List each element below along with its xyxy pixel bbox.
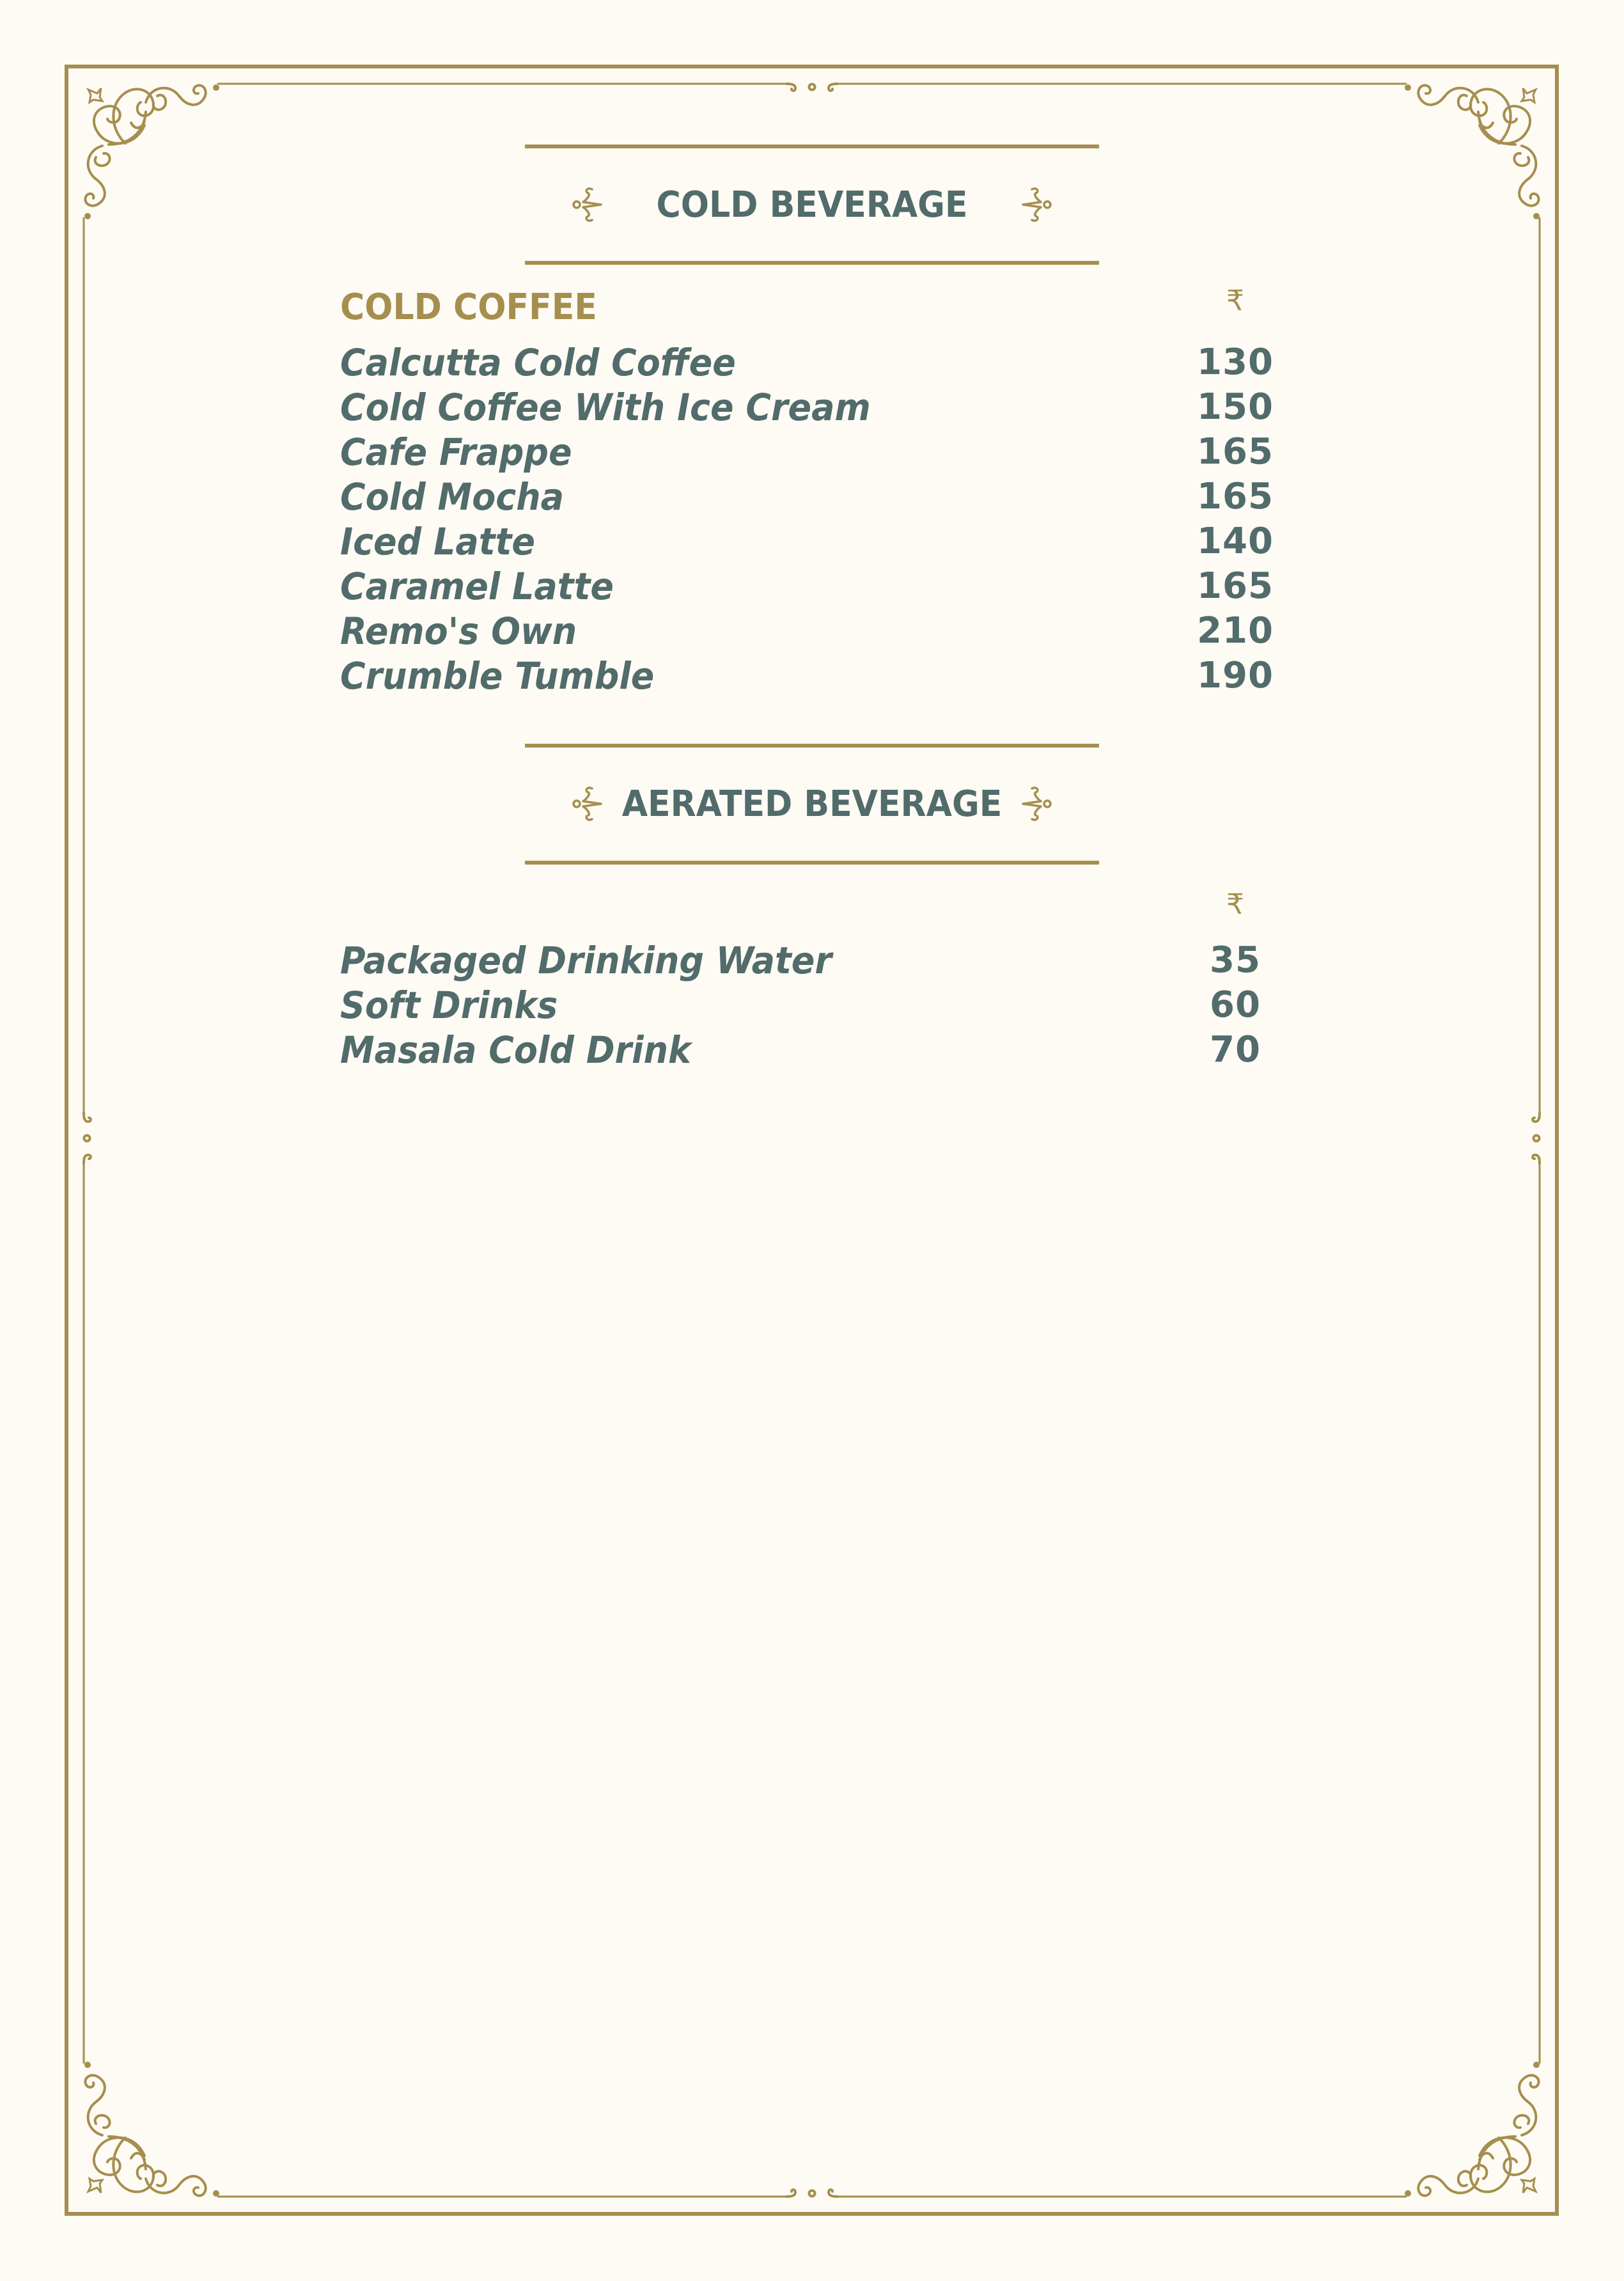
item-price: 60 (1210, 984, 1261, 1026)
item-price: 190 (1197, 655, 1274, 696)
menu-item (340, 340, 1299, 385)
rupee-currency-icon: ₹ (1226, 285, 1244, 317)
menu-item (340, 564, 1299, 609)
item-name: Cold Coffee With Ice Cream (340, 386, 871, 429)
section-title: AERATED BEVERAGE (621, 783, 1003, 825)
category-heading-cold-coffee: COLD COFFEE (340, 286, 597, 328)
item-name: Cafe Frappe (340, 430, 572, 474)
scroll-flourish-right-icon (1020, 783, 1056, 824)
item-price: 165 (1197, 476, 1274, 517)
item-price: 150 (1197, 386, 1274, 428)
item-name: Cold Mocha (340, 475, 565, 519)
item-name: Crumble Tumble (340, 654, 655, 698)
menu-item (340, 430, 1299, 474)
item-price: 130 (1197, 341, 1274, 383)
menu-item (340, 519, 1299, 564)
scroll-flourish-right-icon (1020, 184, 1056, 225)
corner-flourish-top-left (85, 85, 218, 218)
menu-item (340, 474, 1299, 519)
item-price: 140 (1197, 521, 1274, 562)
item-name: Soft Drinks (340, 984, 558, 1027)
item-name: Caramel Latte (340, 565, 614, 608)
item-price: 70 (1210, 1029, 1261, 1070)
item-price: 165 (1197, 565, 1274, 607)
section-rule-top (525, 145, 1099, 148)
item-name: Iced Latte (340, 520, 535, 563)
menu-item (340, 983, 1299, 1028)
menu-item (340, 1028, 1299, 1072)
item-price: 165 (1197, 431, 1274, 473)
menu-item (340, 938, 1299, 983)
section-rule-top (525, 744, 1099, 748)
section-rule-bottom (525, 261, 1099, 265)
item-name: Remo's Own (340, 609, 577, 653)
item-price: 35 (1210, 939, 1261, 981)
item-name: Calcutta Cold Coffee (340, 341, 736, 384)
item-price: 210 (1197, 610, 1274, 652)
rupee-currency-icon: ₹ (1226, 888, 1244, 921)
item-name: Masala Cold Drink (340, 1028, 691, 1072)
menu-item (340, 609, 1299, 654)
item-name: Packaged Drinking Water (340, 939, 832, 982)
menu-item (340, 654, 1299, 698)
section-title: COLD BEVERAGE (656, 184, 968, 226)
menu-item (340, 385, 1299, 430)
section-rule-bottom (525, 861, 1099, 865)
